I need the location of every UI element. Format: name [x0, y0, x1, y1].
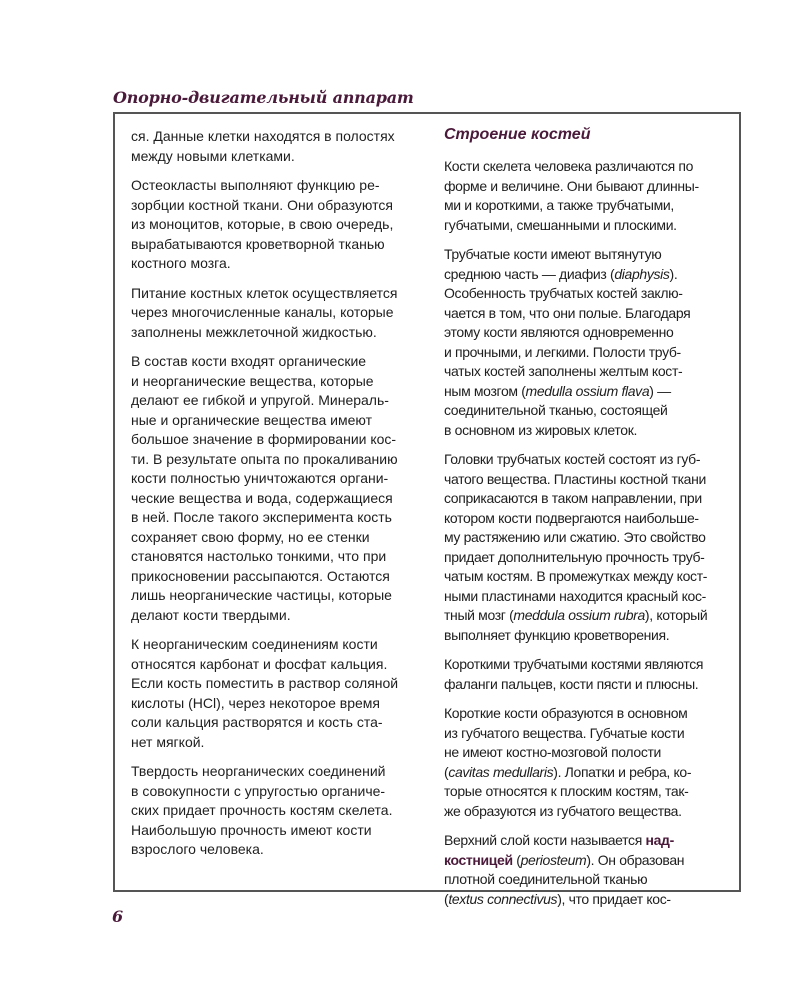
text-line: [444, 343, 734, 363]
text-line: [444, 509, 734, 529]
text-segment: чатых костей заполнены желтым кост-: [444, 363, 683, 379]
text-segment: котором кости подвергаются наибольше-: [444, 509, 699, 526]
text-line: [444, 265, 734, 285]
text-segment: му растяжению или сжатию. Это свойство: [444, 529, 706, 545]
running-head: Опорно-двигательный аппарат: [113, 88, 414, 107]
text-line: [444, 470, 734, 490]
text-line: [444, 655, 734, 675]
text-line: [444, 304, 734, 324]
text-segment: ми и короткими, а также трубчатыми,: [444, 197, 674, 213]
text-line: Остеокласты выполняют функцию ре-: [131, 177, 380, 193]
text-segment: Короткие кости образуются в основном: [444, 705, 688, 721]
text-segment: чатым костям. В промежутках между кост-: [444, 568, 708, 584]
text-line: [444, 450, 734, 470]
paragraph: [131, 284, 426, 343]
latin-term: meddula ossium rubra: [513, 607, 645, 623]
text-line: [444, 675, 734, 695]
text-line: [444, 245, 734, 265]
text-line: становятся настолько тонкими, что при: [131, 548, 387, 564]
text-segment: (: [512, 851, 521, 868]
text-line: сохраняет свою форму, но ее стенки: [131, 528, 370, 545]
text-segment: губчатыми, смешанными и плоскими.: [444, 216, 677, 233]
text-line: взрослого человека.: [131, 841, 264, 857]
text-line: [444, 362, 734, 382]
text-segment: торые относятся к плоским костям, так-: [444, 783, 689, 799]
text-segment: чается в том, что они полые. Благодаря: [444, 304, 691, 321]
text-line: костного мозга.: [131, 255, 231, 271]
text-line: [444, 157, 734, 177]
text-segment: Короткими трубчатыми костями являются: [444, 656, 704, 672]
text-line: ся. Данные клетки находятся в полостях: [131, 128, 395, 144]
text-segment: тный мозг (: [444, 607, 514, 623]
text-line: [444, 763, 734, 783]
text-segment: чатого вещества. Пластины костной ткани: [444, 470, 706, 487]
latin-term: textus connectivus: [448, 890, 558, 907]
text-segment: ) —: [649, 382, 671, 399]
text-segment: фаланги пальцев, кости пясти и плюсны.: [444, 675, 699, 692]
paragraph: [444, 157, 734, 235]
text-line: [444, 421, 734, 441]
text-segment: ными пластинами находится красный кос-: [444, 587, 706, 604]
text-line: [444, 401, 734, 421]
text-line: [444, 567, 734, 587]
text-line: в совокупности с упругостью органиче-: [131, 782, 386, 799]
text-line: из моноцитов, которые, в свою очередь,: [131, 216, 394, 232]
text-line: Питание костных клеток осуществляется: [131, 284, 398, 301]
paragraph: [444, 655, 734, 694]
text-segment: ). Он образован: [586, 851, 685, 868]
text-line: [444, 528, 734, 548]
text-line: ти. В результате опыта по прокаливанию: [131, 450, 398, 467]
paragraph: [444, 245, 734, 440]
text-line: Твердость неорганических соединений: [131, 763, 386, 779]
paragraph: [131, 176, 426, 274]
paragraph: [131, 352, 426, 625]
text-line: [444, 743, 734, 763]
text-line: [444, 782, 734, 802]
text-line: [444, 216, 734, 236]
text-segment: среднюю часть — диафиз (: [444, 265, 615, 282]
text-segment: и прочными, и легкими. Полости труб-: [444, 343, 681, 360]
text-line: [444, 870, 734, 890]
text-segment: придает дополнительную прочность труб-: [444, 548, 705, 565]
text-line: [444, 196, 734, 216]
text-segment: ), что придает кос-: [557, 890, 671, 907]
text-line: ческие вещества и вода, содержащиеся: [131, 489, 393, 506]
text-segment: (: [444, 890, 449, 907]
right-column: [444, 124, 734, 919]
text-segment: Верхний слой кости называется: [444, 832, 646, 848]
text-segment: же образуются из губчатого вещества.: [444, 802, 682, 819]
key-term: над-: [645, 832, 674, 848]
text-line: В состав кости входят органические: [131, 353, 367, 369]
text-line: ских придает прочность костям скелета.: [131, 802, 393, 818]
latin-term: cavitas medullaris: [448, 763, 554, 780]
text-line: в ней. После такого эксперимента кость: [131, 509, 392, 525]
paragraph: [444, 831, 734, 909]
text-line: [444, 626, 734, 646]
text-line: соли кальция растворятся и кость ста-: [131, 714, 383, 730]
text-line: [444, 587, 734, 607]
text-line: делают кости твердыми.: [131, 606, 291, 623]
text-segment: в основном из жировых клеток.: [444, 421, 638, 438]
text-segment: Головки трубчатых костей состоят из губ-: [444, 451, 701, 467]
text-line: между новыми клетками.: [131, 147, 295, 164]
text-line: [444, 851, 734, 871]
text-segment: из губчатого вещества. Губчатые кости: [444, 724, 685, 741]
paragraph: [131, 127, 426, 166]
page-number: 6: [112, 907, 124, 926]
paragraph: [444, 450, 734, 645]
left-column: [131, 127, 426, 870]
text-segment: этому кости являются одновременно: [444, 324, 674, 340]
latin-term: diaphysis: [614, 265, 670, 282]
text-segment: Особенность трубчатых костей заклю-: [444, 285, 683, 301]
text-line: [444, 831, 734, 851]
text-line: лишь неорганические частицы, которые: [131, 587, 392, 603]
text-segment: Трубчатые кости имеют вытянутую: [444, 246, 662, 262]
text-line: заполнены межклеточной жидкостью.: [131, 323, 377, 340]
text-line: кислоты (HCl), через некоторое время: [131, 694, 380, 711]
paragraph: [444, 704, 734, 821]
text-line: через многочисленные каналы, которые: [131, 304, 394, 320]
latin-term: periosteum: [520, 851, 587, 868]
text-line: [444, 802, 734, 822]
text-line: [444, 284, 734, 304]
text-line: вырабатываются кроветворной тканью: [131, 235, 385, 252]
text-line: К неорганическим соединениям кости: [131, 636, 378, 652]
text-segment: ), который: [644, 607, 708, 623]
text-segment: соприкасаются в таком направлении, при: [444, 490, 702, 506]
text-segment: плотной соединительной тканью: [444, 871, 648, 887]
text-line: Если кость поместить в раствор соляной: [131, 675, 399, 691]
text-segment: Кости скелета человека различаются по: [444, 158, 694, 174]
latin-term: medulla ossium flava: [525, 382, 650, 399]
text-line: и неорганические вещества, которые: [131, 372, 374, 389]
key-term: костницей: [444, 851, 513, 868]
text-line: делают ее гибкой и упругой. Минераль-: [131, 392, 389, 408]
section-heading: Строение костей: [444, 126, 591, 143]
text-line: [444, 177, 734, 197]
paragraph: [131, 635, 426, 752]
text-line: [444, 724, 734, 744]
text-line: [444, 606, 734, 626]
text-segment: не имеют костно-мозговой полости: [444, 744, 662, 760]
text-line: [444, 890, 734, 910]
text-line: ные и органические вещества имеют: [131, 411, 373, 428]
text-segment: форме и величине. Они бывают длинны-: [444, 177, 699, 194]
text-line: [444, 323, 734, 343]
text-line: зорбции костной ткани. Они образуются: [131, 196, 393, 213]
text-segment: выполняет функцию кроветворения.: [444, 626, 670, 643]
text-segment: ным мозгом (: [444, 382, 526, 399]
text-line: [444, 382, 734, 402]
text-line: нет мягкой.: [131, 733, 205, 750]
text-line: относятся карбонат и фосфат кальция.: [131, 655, 388, 672]
text-segment: соединительной тканью, состоящей: [444, 402, 668, 418]
text-line: Наибольшую прочность имеют кости: [131, 821, 372, 838]
text-line: большое значение в формировании кос-: [131, 431, 397, 447]
text-line: [444, 489, 734, 509]
text-line: [444, 704, 734, 724]
text-line: кости полностью уничтожаются органи-: [131, 470, 389, 486]
text-segment: (: [444, 763, 449, 780]
text-segment: ).: [669, 265, 678, 282]
text-line: [444, 548, 734, 568]
text-line: прикосновении рассыпаются. Остаются: [131, 567, 390, 584]
text-segment: ). Лопатки и ребра, ко-: [553, 763, 692, 780]
paragraph: [131, 762, 426, 860]
